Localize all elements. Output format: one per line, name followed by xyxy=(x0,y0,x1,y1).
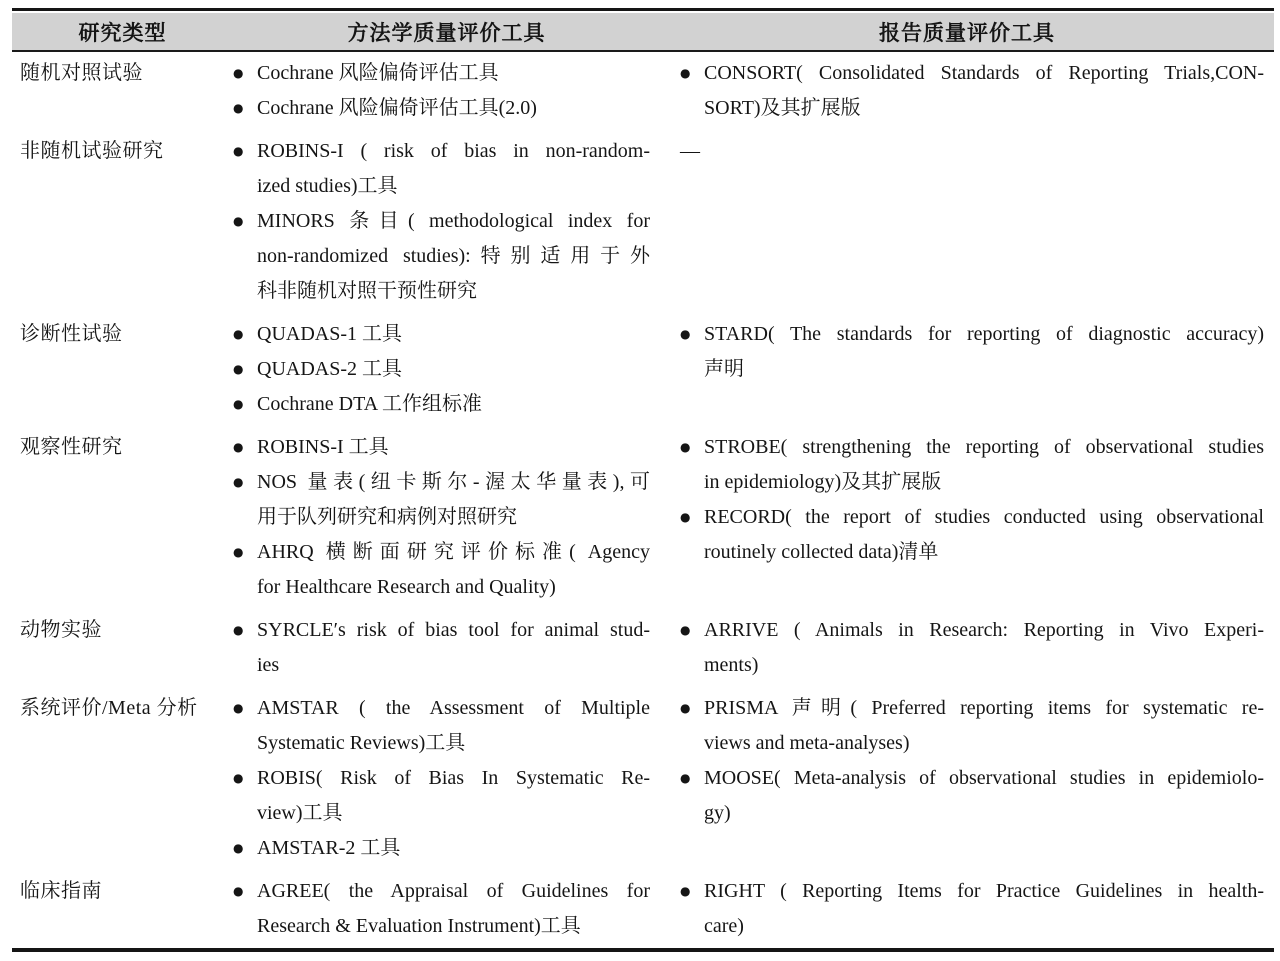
methodology-tools-cell xyxy=(233,687,660,870)
tool-item-line: CONSORT( Consolidated Standards of Reporting Trials,CON- xyxy=(704,62,1264,84)
bullet-icon: ● xyxy=(233,101,244,115)
tool-item-line: ies xyxy=(257,654,280,676)
tool-item-line: ROBINS-I ( risk of bias in non-random- xyxy=(257,140,650,162)
tool-item-line: STROBE( strengthening the reporting of observational studies xyxy=(704,436,1264,458)
bullet-icon: ● xyxy=(233,66,244,80)
methodology-tools-cell xyxy=(233,609,660,687)
tool-item-line: 科非随机对照干预性研究 xyxy=(257,280,477,302)
tool-item-line: Systematic Reviews)工具 xyxy=(257,732,466,754)
tool-item xyxy=(233,613,650,683)
tool-item-line: 声明 xyxy=(704,358,744,380)
tool-item-line: NOS 量表(纽卡斯尔-渥太华量表),可 xyxy=(257,471,650,493)
reporting-tools-cell xyxy=(660,870,1274,948)
study-type-label: 动物实验 xyxy=(20,619,102,641)
quality-assessment-tools-table xyxy=(12,13,1274,948)
tool-item-line: RIGHT ( Reporting Items for Practice Guidelines in health- xyxy=(704,880,1264,902)
bullet-icon: ● xyxy=(233,362,244,376)
tool-item-line: routinely collected data)清单 xyxy=(704,541,939,563)
methodology-tools-cell xyxy=(233,51,660,130)
tool-item xyxy=(233,691,650,761)
methodology-tools-cell xyxy=(233,313,660,426)
tool-item xyxy=(233,56,650,91)
bullet-icon: ● xyxy=(233,397,244,411)
tool-item xyxy=(233,761,650,831)
table-row xyxy=(12,870,1274,948)
bullet-icon: ● xyxy=(680,440,691,454)
study-type-cell xyxy=(12,870,233,948)
tool-item xyxy=(233,352,650,387)
bullet-icon: ● xyxy=(233,771,244,785)
bullet-icon: ● xyxy=(680,510,691,524)
bullet-icon: ● xyxy=(233,841,244,855)
tool-item xyxy=(233,874,650,944)
tool-item-line: SORT)及其扩展版 xyxy=(704,97,861,119)
study-type-label: 系统评价/Meta 分析 xyxy=(20,697,198,719)
tool-item-line: ROBINS-I 工具 xyxy=(257,436,389,458)
quality-tools-figure xyxy=(12,8,1274,952)
bullet-icon: ● xyxy=(233,623,244,637)
header-methodology-tools: 方法学质量评价工具 xyxy=(233,13,660,51)
bullet-icon: ● xyxy=(233,475,244,489)
tool-item-line: MINORS 条目( methodological index for xyxy=(257,210,650,232)
table-body xyxy=(12,51,1274,948)
study-type-label: 随机对照试验 xyxy=(20,62,143,84)
tool-item xyxy=(233,317,650,352)
header-reporting-tools: 报告质量评价工具 xyxy=(660,13,1274,51)
tool-item xyxy=(680,761,1264,831)
tool-item xyxy=(233,831,650,866)
tool-item-line: QUADAS-1 工具 xyxy=(257,323,402,345)
bullet-icon: ● xyxy=(233,440,244,454)
study-type-cell xyxy=(12,609,233,687)
bullet-icon: ● xyxy=(680,884,691,898)
tool-item-line: AHRQ 横断面研究评价标准( Agency xyxy=(257,541,650,563)
tool-item-line: views and meta-analyses) xyxy=(704,732,910,754)
tool-item xyxy=(233,465,650,535)
study-type-cell xyxy=(12,687,233,870)
tool-item-line: RECORD( the report of studies conducted using observational xyxy=(704,506,1264,528)
table-header xyxy=(12,13,1274,51)
tool-item-line: SYRCLE′s risk of bias tool for animal stud- xyxy=(257,619,650,641)
tool-item-line: ROBIS( Risk of Bias In Systematic Re- xyxy=(257,767,650,789)
tool-item xyxy=(680,430,1264,500)
tool-item-line: view)工具 xyxy=(257,802,343,824)
bullet-icon: ● xyxy=(233,144,244,158)
methodology-tools-cell xyxy=(233,426,660,609)
bullet-icon: ● xyxy=(680,771,691,785)
table-row xyxy=(12,51,1274,130)
table-row xyxy=(12,609,1274,687)
reporting-tools-cell xyxy=(660,687,1274,870)
tool-item-line: ARRIVE ( Animals in Research: Reporting in Vivo Experi- xyxy=(704,619,1264,641)
tool-item xyxy=(233,535,650,605)
tool-item-line: for Healthcare Research and Quality) xyxy=(257,576,556,598)
empty-cell-marker: — xyxy=(680,140,700,162)
tool-item-line: Cochrane DTA 工作组标准 xyxy=(257,393,483,415)
methodology-tools-cell xyxy=(233,130,660,313)
study-type-label: 观察性研究 xyxy=(20,436,123,458)
tool-item-line: QUADAS-2 工具 xyxy=(257,358,402,380)
tool-item-line: STARD( The standards for reporting of diagnostic accuracy) xyxy=(704,323,1264,345)
reporting-tools-cell xyxy=(660,609,1274,687)
bullet-icon: ● xyxy=(233,214,244,228)
table-row xyxy=(12,130,1274,313)
tool-item-line: Research & Evaluation Instrument)工具 xyxy=(257,915,581,937)
tool-item-line: PRISMA 声明( Preferred reporting items for systematic re- xyxy=(704,697,1264,719)
tool-item-line: 用于队列研究和病例对照研究 xyxy=(257,506,517,528)
tool-item xyxy=(680,56,1264,126)
table-row xyxy=(12,313,1274,426)
bullet-icon: ● xyxy=(680,66,691,80)
study-type-cell xyxy=(12,313,233,426)
study-type-label: 临床指南 xyxy=(20,880,102,902)
bullet-icon: ● xyxy=(680,701,691,715)
bullet-icon: ● xyxy=(233,884,244,898)
study-type-label: 非随机试验研究 xyxy=(20,140,164,162)
tool-item-line: non-randomized studies):特别适用于外 xyxy=(257,245,650,267)
tool-item-line: ments) xyxy=(704,654,759,676)
table-row xyxy=(12,426,1274,609)
study-type-cell xyxy=(12,51,233,130)
bullet-icon: ● xyxy=(680,327,691,341)
tool-item xyxy=(233,387,650,422)
bullet-icon: ● xyxy=(233,327,244,341)
header-row xyxy=(12,13,1274,51)
tool-item-line: in epidemiology)及其扩展版 xyxy=(704,471,942,493)
tool-item xyxy=(233,134,650,204)
study-type-cell xyxy=(12,130,233,313)
tool-item xyxy=(680,500,1264,570)
tool-item-line: gy) xyxy=(704,802,731,824)
reporting-tools-cell xyxy=(660,426,1274,609)
tool-item xyxy=(233,430,650,465)
tool-item-line: AMSTAR-2 工具 xyxy=(257,837,401,859)
tool-item xyxy=(680,691,1264,761)
tool-item xyxy=(233,204,650,309)
tool-item xyxy=(233,91,650,126)
bullet-icon: ● xyxy=(680,623,691,637)
study-type-label: 诊断性试验 xyxy=(20,323,123,345)
header-study-type: 研究类型 xyxy=(12,13,233,51)
tool-item xyxy=(680,317,1264,387)
tool-item-line: Cochrane 风险偏倚评估工具(2.0) xyxy=(257,97,537,119)
methodology-tools-cell xyxy=(233,870,660,948)
bullet-icon: ● xyxy=(233,701,244,715)
reporting-tools-cell xyxy=(660,51,1274,130)
study-type-cell xyxy=(12,426,233,609)
table-row xyxy=(12,687,1274,870)
tool-item-line: AGREE( the Appraisal of Guidelines for xyxy=(257,880,650,902)
tool-item-line: ized studies)工具 xyxy=(257,175,398,197)
tool-item-line: MOOSE( Meta-analysis of observational studies in epidemiolo- xyxy=(704,767,1264,789)
bullet-icon: ● xyxy=(233,545,244,559)
reporting-tools-cell xyxy=(660,130,1274,313)
tool-item xyxy=(680,613,1264,683)
tool-item-line: Cochrane 风险偏倚评估工具 xyxy=(257,62,499,84)
tool-item-line: AMSTAR ( the Assessment of Multiple xyxy=(257,697,650,719)
tool-item xyxy=(680,874,1264,944)
reporting-tools-cell xyxy=(660,313,1274,426)
tool-item-line: care) xyxy=(704,915,744,937)
